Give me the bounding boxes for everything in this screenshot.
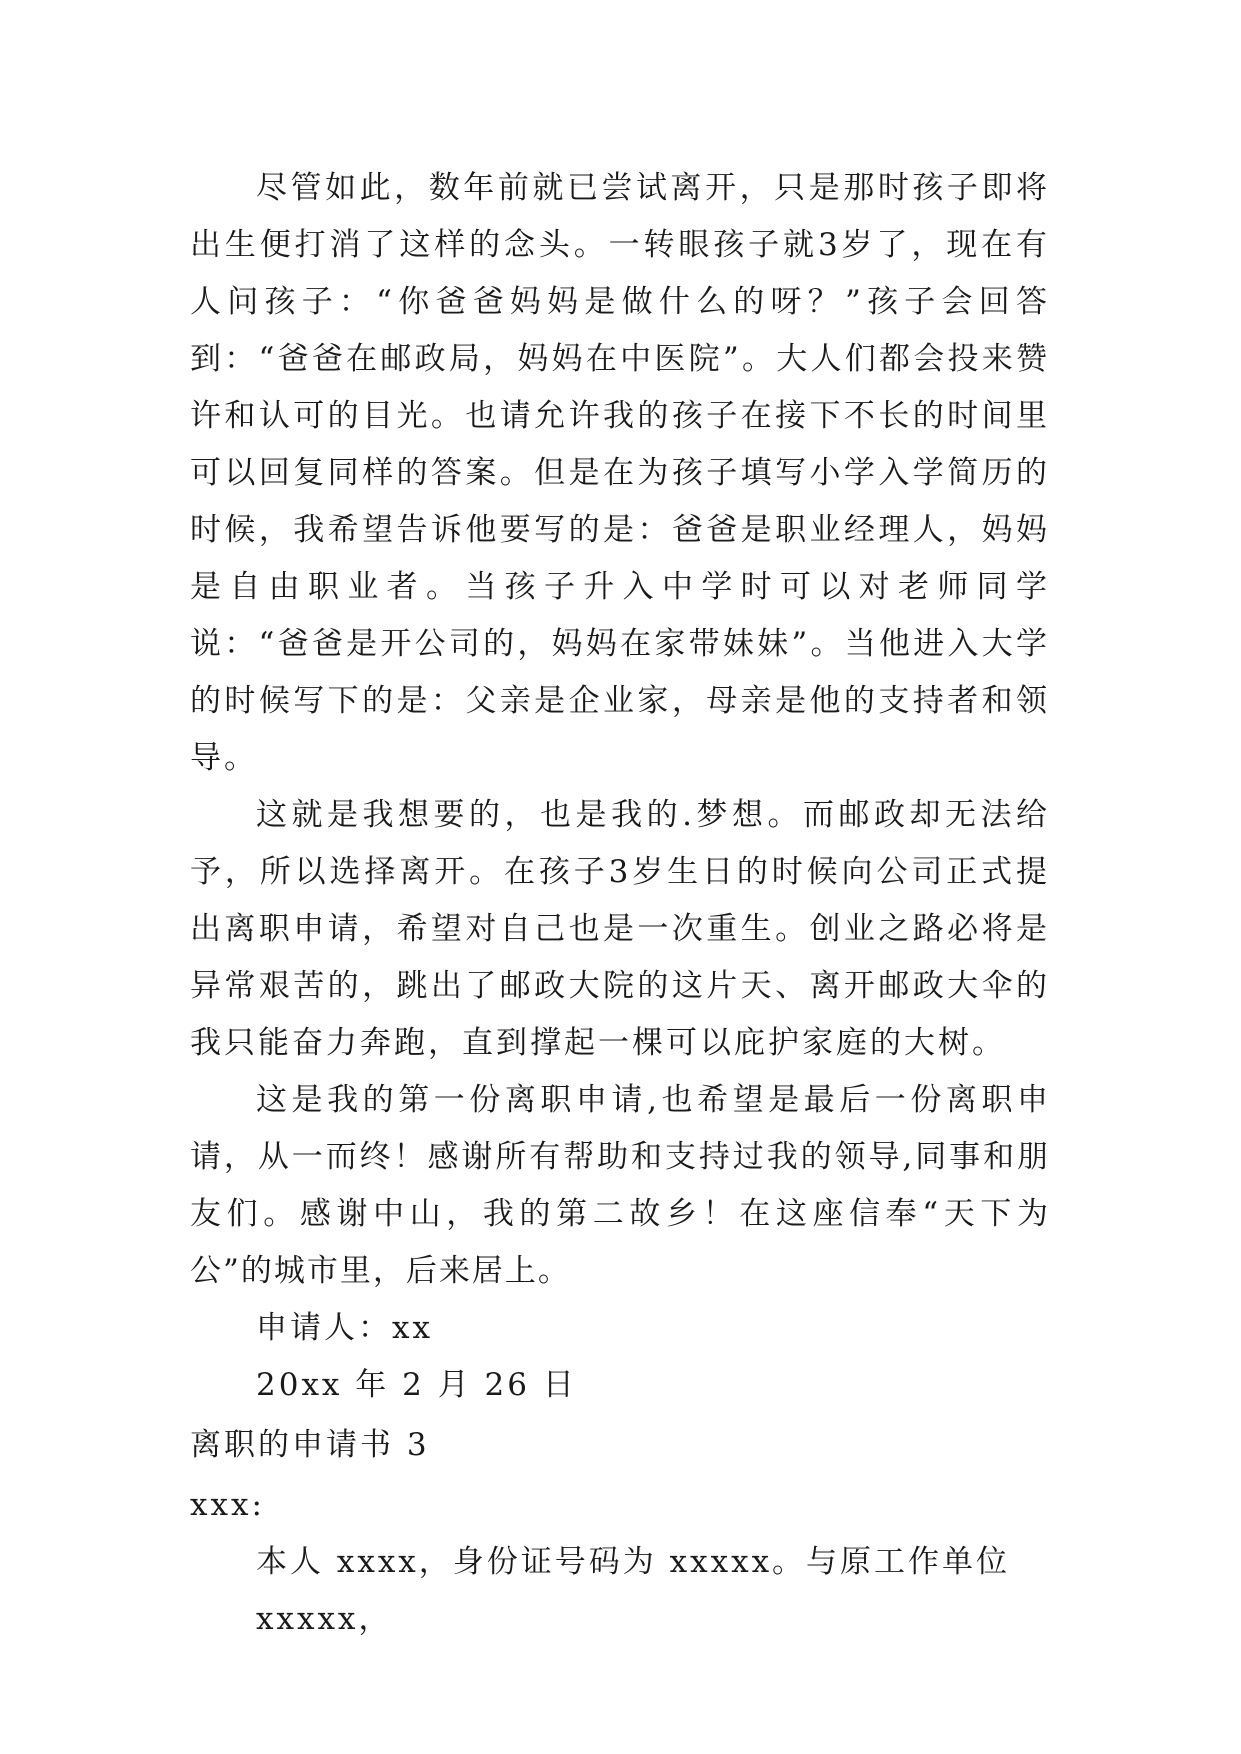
applicant-line: 申请人：xx bbox=[256, 1310, 433, 1346]
opening-paragraph: 本人 xxxx，身份证号码为 xxxxx。与原工作单位 xxxxx， bbox=[256, 1544, 1011, 1637]
section-title: 离职的申请书 3 bbox=[190, 1427, 430, 1463]
salutation: xxx: bbox=[190, 1487, 265, 1523]
body-paragraph-2: 这就是我想要的，也是我的.梦想。而邮政却无法给予，所以选择离开。在孩子3岁生日的时候向公司正式提出离职申请，希望对自己也是一次重生。创业之路必将是异常艰苦的，跳出了邮政大院的这片天、离开邮政大伞的我只能奋力奔跑，直到撑起一棵可以庇护家庭的大树。 bbox=[190, 797, 1050, 1061]
body-paragraph-3: 这是我的第一份离职申请,也希望是最后一份离职申请，从一而终！感谢所有帮助和支持过我的领导,同事和朋友们。感谢中山，我的第二故乡！在这座信奉“天下为公”的城市里，后来居上。 bbox=[190, 1082, 1050, 1289]
body-paragraph-1: 尽管如此，数年前就已尝试离开，只是那时孩子即将出生便打消了这样的念头。一转眼孩子就3岁了，现在有人问孩子：“你爸爸妈妈是做什么的呀？”孩子会回答到：“爸爸在邮政局，妈妈在中医院”。大人们都会投来赞许和认可的目光。也请允许我的孩子在接下不长的时间里可以回复同样的答案。但是在为孩子填写小学入学简历的时候，我希望告诉他要写的是：爸爸是职业经理人，妈妈是自由职业者。当孩子升入中学时可以对老师同学说：“爸爸是开公司的，妈妈在家带妹妹”。当他进入大学的时候写下的是：父亲是企业家，母亲是他的支持者和领导。 bbox=[190, 170, 1050, 776]
date-line: 20xx 年 2 月 26 日 bbox=[256, 1367, 577, 1403]
document-body bbox=[190, 160, 1050, 1648]
